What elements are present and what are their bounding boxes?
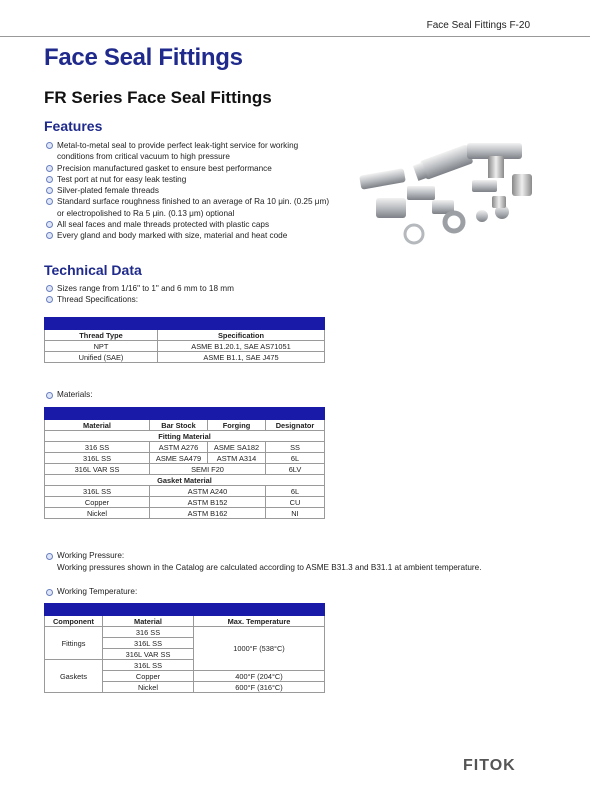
bullet-icon <box>46 165 53 172</box>
table-header-bar <box>45 318 325 330</box>
table-row: Copper ASTM B152 CU <box>45 497 325 508</box>
column-header: Component <box>45 616 103 627</box>
bullet-icon <box>46 232 53 239</box>
materials-label: Materials: <box>46 390 93 399</box>
list-item: Metal-to-metal seal to provide perfect leak-tight service for working <box>46 140 366 151</box>
table-header-bar <box>45 408 325 420</box>
bullet-icon <box>46 589 53 596</box>
working-pressure-text: Working pressures shown in the Catalog are calculated according to ASME B31.3 and B31.1 at ambient temperature. <box>57 563 482 572</box>
list-item-continued: conditions from critical vacuum to high pressure <box>57 152 230 162</box>
column-header: Specification <box>158 330 325 341</box>
table-header-row <box>45 330 325 341</box>
thread-spec-table <box>44 317 325 363</box>
table-row: 316L SS ASME SA479 ASTM A314 6L <box>45 453 325 464</box>
brand-logo: FITOK <box>463 757 516 774</box>
bullet-icon <box>46 392 53 399</box>
list-item-continued: or electropolished to Ra 5 μin. (0.13 μm) optional <box>57 208 235 218</box>
list-item: Thread Specifications: <box>46 294 366 305</box>
table-row: Nickel ASTM B162 NI <box>45 508 325 519</box>
list-item: Silver-plated female threads <box>46 185 366 196</box>
column-header: Max. Temperature <box>194 616 325 627</box>
list-item: Test port at nut for easy leak testing <box>46 174 366 185</box>
list-item: All seal faces and male threads protected with plastic caps <box>46 219 366 230</box>
column-header: Material <box>103 616 194 627</box>
list-item: Every gland and body marked with size, material and heat code <box>46 230 366 241</box>
table-row: 316 SS ASTM A276 ASME SA182 SS <box>45 442 325 453</box>
technical-data-heading: Technical Data <box>44 262 142 278</box>
running-header: Face Seal Fittings F-20 <box>426 20 530 31</box>
fittings-product-photo <box>352 138 552 250</box>
bullet-icon <box>46 296 53 303</box>
working-temperature-table <box>44 603 325 693</box>
bullet-icon <box>46 221 53 228</box>
table-row: Fittings 316 SS 1000°F (538°C) <box>45 627 325 638</box>
bullet-icon <box>46 142 53 149</box>
table-row: Gaskets 316L SS <box>45 660 325 671</box>
working-temperature-label: Working Temperature: <box>46 587 137 596</box>
bullet-icon <box>46 187 53 194</box>
table-row: 316L SS ASTM A240 6L <box>45 486 325 497</box>
table-row: 316L VAR SS SEMI F20 6LV <box>45 464 325 475</box>
bullet-icon <box>46 285 53 292</box>
column-header: Bar Stock <box>150 420 208 431</box>
column-header: Thread Type <box>45 330 158 341</box>
technical-list <box>46 283 366 306</box>
table-row: 316L VAR SS <box>45 649 325 660</box>
list-item: Standard surface roughness finished to an average of Ra 10 μin. (0.25 μm) <box>46 196 366 207</box>
table-header-bar <box>45 604 325 616</box>
table-header-row <box>45 616 325 627</box>
table-row: Unified (SAE) ASME B1.1, SAE J475 <box>45 352 325 363</box>
features-heading: Features <box>44 118 103 134</box>
column-header: Material <box>45 420 150 431</box>
bullet-icon <box>46 198 53 205</box>
working-pressure-label: Working Pressure: <box>46 551 124 560</box>
section-row: Gasket Material <box>45 475 325 486</box>
bullet-icon <box>46 176 53 183</box>
table-header-row <box>45 420 325 431</box>
table-row: NPT ASME B1.20.1, SAE AS71051 <box>45 341 325 352</box>
bullet-icon <box>46 553 53 560</box>
column-header: Designator <box>266 420 325 431</box>
page-title: Face Seal Fittings <box>44 44 243 71</box>
materials-table <box>44 407 325 519</box>
list-item: Sizes range from 1/16" to 1" and 6 mm to 18 mm <box>46 283 366 294</box>
list-item: Precision manufactured gasket to ensure best performance <box>46 163 366 174</box>
table-row: 316L SS <box>45 638 325 649</box>
series-title: FR Series Face Seal Fittings <box>44 88 272 107</box>
column-header: Forging <box>208 420 266 431</box>
section-row: Fitting Material <box>45 431 325 442</box>
table-row: Copper 400°F (204°C) <box>45 671 325 682</box>
features-list <box>46 140 366 242</box>
header-rule <box>0 36 590 37</box>
table-row: Nickel 600°F (316°C) <box>45 682 325 693</box>
